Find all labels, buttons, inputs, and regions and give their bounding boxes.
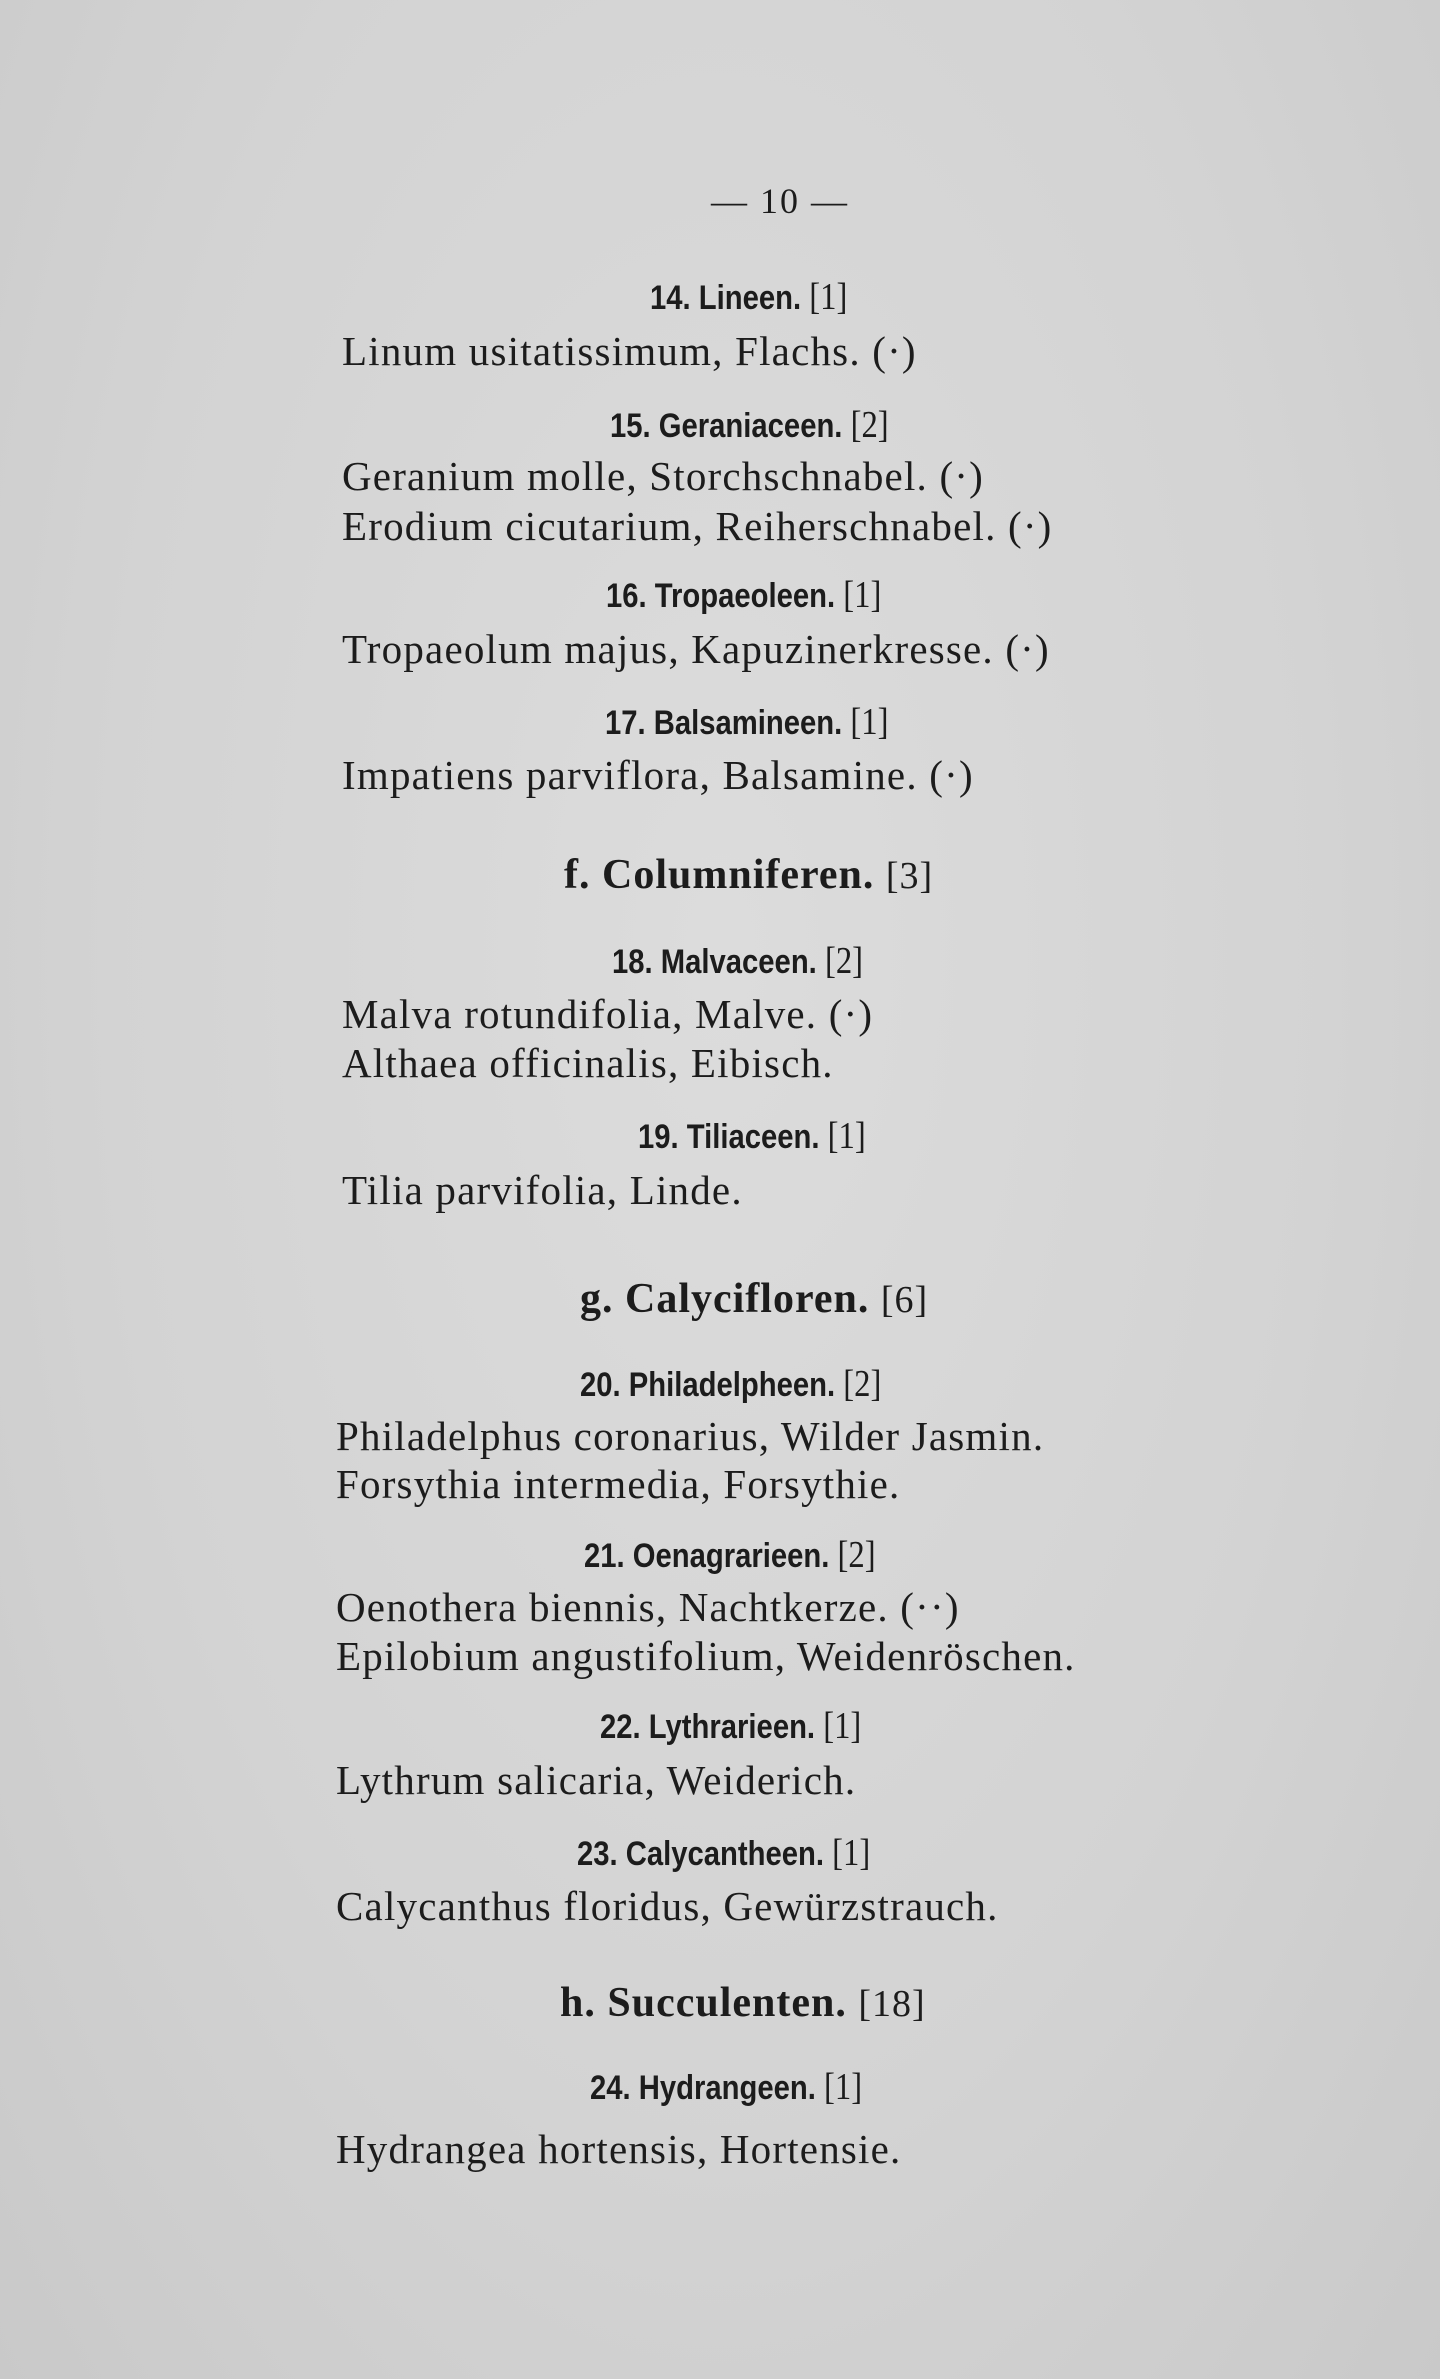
species-count: [6] [880,1279,929,1321]
species-count: [2] [843,1363,882,1405]
species-count: [1] [824,2066,863,2108]
group-heading [560,1979,926,2027]
species-line: Malva rotundifolia, Malve. (·) [342,991,874,1037]
species-line: Tropaeolum majus, Kapuzinerkresse. (·) [342,626,1050,672]
family-title: 14. Lineen. [650,279,802,317]
species-line: Philadelphus coronarius, Wilder Jasmin. [336,1413,1045,1459]
family-heading [606,573,881,617]
group-heading [580,1275,928,1323]
species-line: Lythrum salicaria, Weiderich. [336,1757,857,1803]
family-title: 15. Geraniaceen. [610,407,843,445]
species-line: Impatiens parviflora, Balsamine. (·) [342,752,974,798]
family-heading [650,275,847,319]
species-count: [1] [823,1705,862,1747]
family-heading [612,939,863,983]
family-heading [590,2065,862,2109]
page-number: — 10 — [711,181,849,221]
family-heading [577,1831,870,1875]
group-heading [564,851,933,899]
family-heading [638,1114,866,1158]
species-line: Tilia parvifolia, Linde. [342,1167,743,1213]
species-line: Erodium cicutarium, Reiherschnabel. (·) [342,503,1053,549]
species-line: Hydrangea hortensis, Hortensie. [336,2126,902,2172]
species-line: Linum usitatissimum, Flachs. (·) [342,328,917,374]
family-title: 21. Oenagrarieen. [584,1537,830,1575]
species-line: Oenothera biennis, Nachtkerze. (··) [336,1584,960,1630]
species-count: [1] [827,1115,866,1157]
species-count: [1] [832,1832,871,1874]
family-heading [584,1533,876,1577]
species-count: [2] [850,404,889,446]
species-count: [2] [824,940,864,982]
family-heading [600,1704,861,1748]
group-title: g. Calycifloren. [580,1276,870,1322]
family-title: 23. Calycantheen. [577,1835,825,1873]
family-title: 16. Tropaeoleen. [606,577,836,615]
family-heading [610,403,889,447]
species-count: [3] [885,855,934,897]
species-count: [1] [850,701,889,743]
family-title: 22. Lythrarieen. [600,1708,816,1746]
family-title: 19. Tiliaceen. [638,1118,820,1156]
species-count: [1] [843,574,882,616]
family-title: 17. Balsamineen. [605,704,843,742]
species-line: Epilobium angustifolium, Weidenröschen. [336,1633,1076,1679]
family-heading [605,700,889,744]
species-line: Althaea officinalis, Eibisch. [342,1040,834,1086]
family-heading [580,1362,881,1406]
family-title: 18. Malvaceen. [612,943,817,981]
family-title: 20. Philadelpheen. [580,1366,836,1404]
group-title: h. Succulenten. [560,1980,847,2026]
species-line: Forsythia intermedia, Forsythie. [336,1461,901,1507]
species-count: [2] [837,1534,876,1576]
group-title: f. Columniferen. [564,852,875,898]
species-count: [18] [858,1983,926,2025]
species-count: [1] [809,276,848,318]
species-line: Calycanthus floridus, Gewürzstrauch. [336,1883,999,1929]
family-title: 24. Hydrangeen. [590,2069,816,2107]
species-line: Geranium molle, Storchschnabel. (·) [342,453,985,499]
